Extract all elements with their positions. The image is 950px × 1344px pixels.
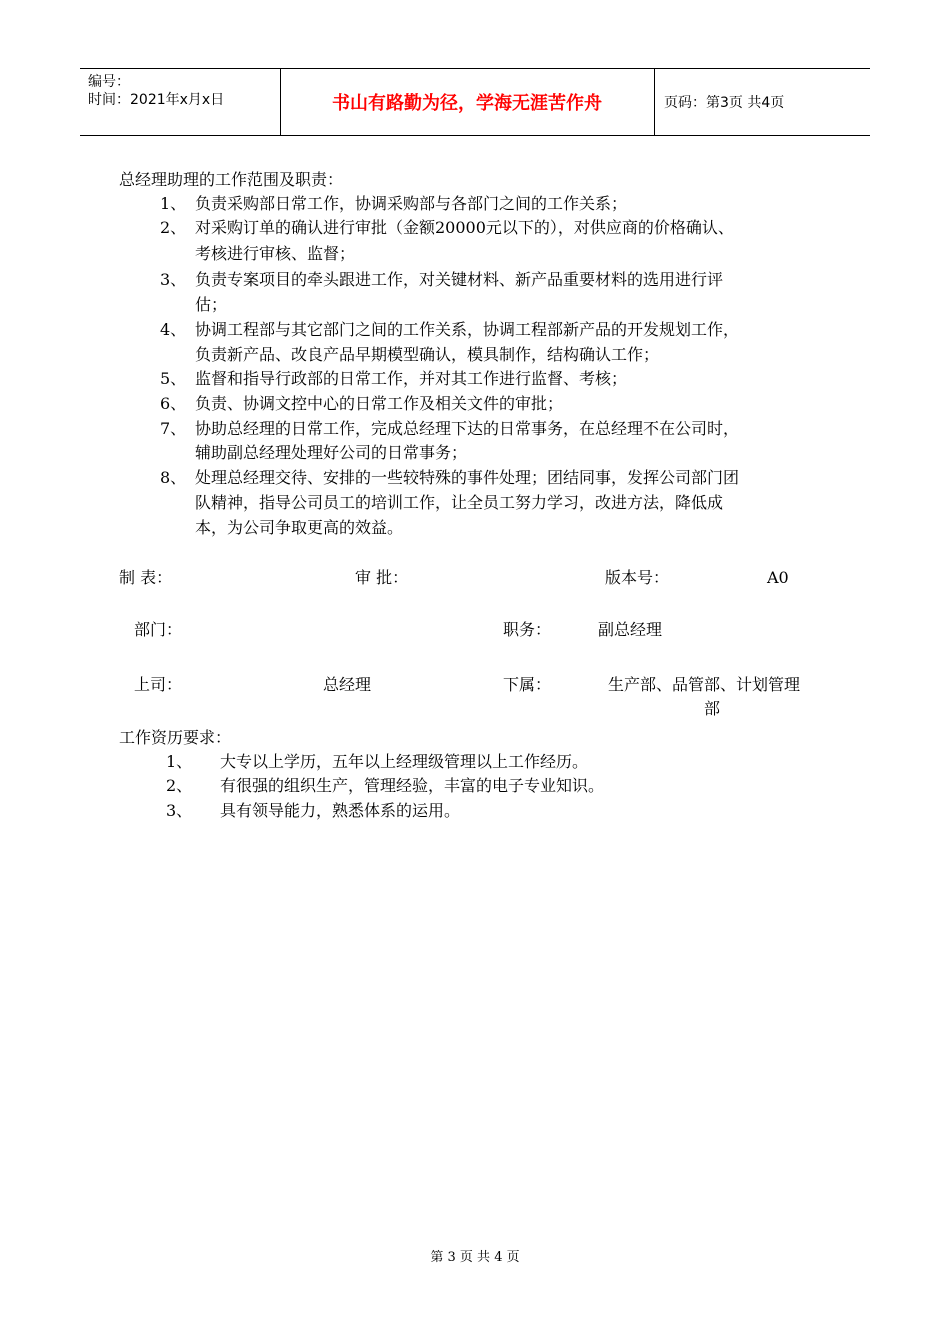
duty-line: 估； bbox=[195, 295, 228, 314]
duty-line: 协调工程部与其它部门之间的工作关系，协调工程部新产品的开发规划工作， bbox=[195, 320, 740, 339]
duty-line: 辅助副总经理处理好公司的日常事务； bbox=[195, 443, 468, 462]
duty-line: 对采购订单的确认进行审批（金额20000元以下的），对供应商的价格确认、 bbox=[195, 218, 734, 237]
header-page-info: 页码：第3页 共4页 bbox=[664, 95, 785, 111]
duty-line: 负责采购部日常工作，协调采购部与各部门之间的工作关系； bbox=[195, 194, 628, 213]
department-label: 部门： bbox=[134, 620, 183, 639]
maker-label: 制 表： bbox=[119, 568, 173, 587]
document-header bbox=[80, 68, 870, 136]
qualification-text: 具有领导能力，熟悉体系的运用。 bbox=[220, 801, 461, 820]
position-label: 职务： bbox=[503, 620, 552, 639]
duty-number: 1、 bbox=[160, 194, 187, 213]
duty-line: 负责新产品、改良产品早期模型确认，模具制作，结构确认工作； bbox=[195, 345, 660, 364]
duty-number: 7、 bbox=[160, 419, 187, 438]
superior-label: 上司： bbox=[134, 675, 183, 694]
subordinate-label: 下属： bbox=[503, 675, 552, 694]
version-value: A0 bbox=[767, 568, 789, 587]
qualification-number: 2、 bbox=[166, 776, 193, 795]
duty-line: 考核进行审核、监督； bbox=[195, 244, 356, 263]
page-footer: 第 3 页 共 4 页 bbox=[430, 1250, 520, 1265]
duty-line: 处理总经理交待、安排的一些较特殊的事件处理；团结同事，发挥公司部门团 bbox=[195, 468, 740, 487]
superior-value: 总经理 bbox=[323, 675, 372, 694]
duty-line: 队精神，指导公司员工的培训工作，让全员工努力学习，改进方法，降低成 bbox=[195, 493, 724, 512]
version-label: 版本号： bbox=[605, 568, 670, 587]
qualification-text: 大专以上学历，五年以上经理级管理以上工作经历。 bbox=[220, 752, 589, 771]
position-value: 副总经理 bbox=[598, 620, 663, 639]
qualification-number: 3、 bbox=[166, 801, 193, 820]
qualification-number: 1、 bbox=[166, 752, 193, 771]
subordinate-value-continued: 部 bbox=[704, 699, 721, 718]
duty-number: 3、 bbox=[160, 270, 187, 289]
duty-number: 2、 bbox=[160, 218, 187, 237]
qualification-text: 有很强的组织生产，管理经验，丰富的电子专业知识。 bbox=[220, 776, 605, 795]
header-divider bbox=[654, 69, 655, 135]
header-motto: 书山有路勤为径，学海无涯苦作舟 bbox=[332, 93, 602, 114]
duty-line: 负责、协调文控中心的日常工作及相关文件的审批； bbox=[195, 394, 564, 413]
duty-number: 6、 bbox=[160, 394, 187, 413]
duty-number: 5、 bbox=[160, 369, 187, 388]
duty-line: 监督和指导行政部的日常工作，并对其工作进行监督、考核； bbox=[195, 369, 628, 388]
duty-line: 协助总经理的日常工作，完成总经理下达的日常事务，在总经理不在公司时， bbox=[195, 419, 740, 438]
approve-label: 审 批： bbox=[355, 568, 409, 587]
duty-line: 负责专案项目的牵头跟进工作，对关键材料、新产品重要材料的选用进行评 bbox=[195, 270, 724, 289]
subordinate-value: 生产部、品管部、计划管理 bbox=[608, 675, 801, 694]
duty-number: 8、 bbox=[160, 468, 187, 487]
document-date: 时间：2021年x月x日 bbox=[88, 92, 225, 108]
duties-title: 总经理助理的工作范围及职责： bbox=[119, 170, 344, 189]
duty-number: 4、 bbox=[160, 320, 187, 339]
duty-line: 本，为公司争取更高的效益。 bbox=[195, 518, 404, 537]
qualifications-title: 工作资历要求： bbox=[119, 728, 232, 747]
header-left-info bbox=[88, 73, 224, 109]
document-code-label: 编号： bbox=[88, 74, 130, 90]
